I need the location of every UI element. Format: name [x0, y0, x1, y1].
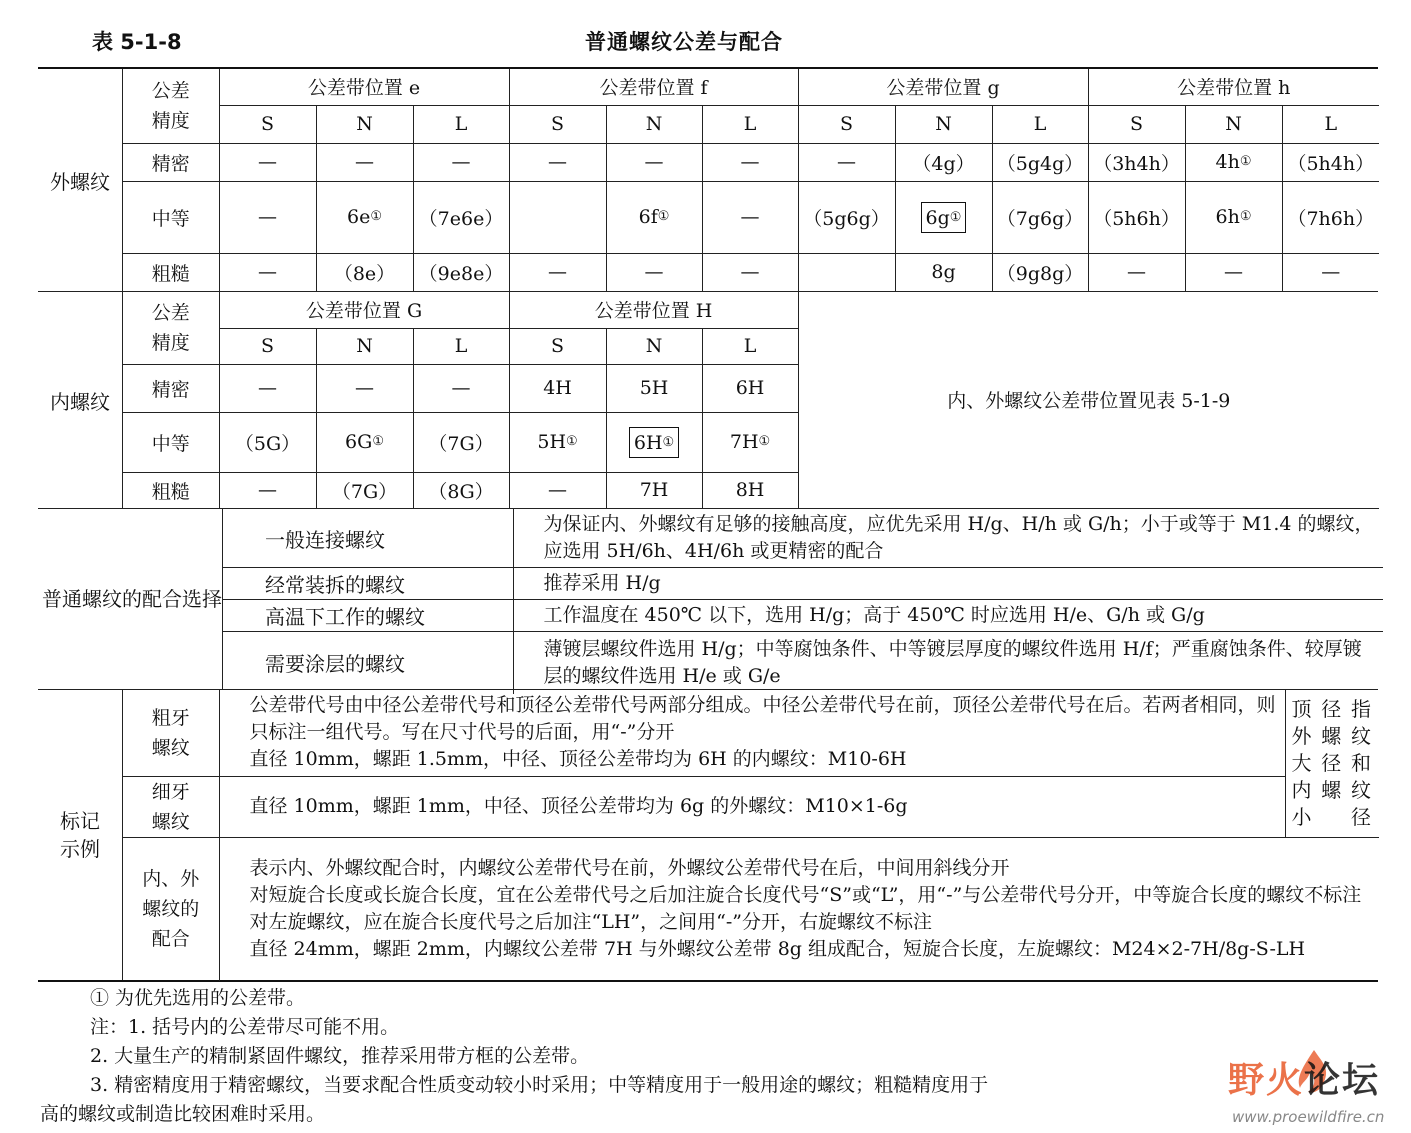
grade-medium: 中等	[123, 412, 219, 472]
preferred-mark: ①	[1239, 209, 1252, 224]
tolerance-cell: 7H	[606, 472, 702, 508]
length-cell: N	[316, 105, 413, 143]
tolerance-cell: （5g6g）	[798, 181, 895, 253]
forum-watermark	[1228, 1048, 1411, 1133]
length-cell: N	[1185, 105, 1282, 143]
preferred-mark: ①	[370, 209, 382, 224]
grade-coarse: 粗糙	[123, 253, 219, 291]
fit-selection-table	[223, 509, 1383, 694]
fit-case: 一般连接螺纹	[223, 509, 513, 568]
tolerance-cell: （4g）	[895, 143, 992, 181]
length-cell: S	[509, 105, 606, 143]
length-cell: N	[316, 328, 413, 364]
accuracy-header: 公差 精度	[123, 69, 219, 143]
tolerance-cell: （7e6e）	[413, 181, 509, 253]
thread-fit-text: 表示内、外螺纹配合时，内螺纹公差带代号在前，外螺纹公差带代号在后，中间用斜线分开 对短旋合长度或长旋合长度，宜在公差带代号之后加注旋合长度代号“S”或“L”，用“-”与公差带代号分开，中等旋合长度的螺纹不标注 对左旋螺纹，应在旋合长度代号之后加注“LH”，之间用“-”分开，右旋螺纹不标注 直径 24mm，螺距 2mm，内螺纹公差带 7H 与外螺纹公差带 8g 组成配合，短旋合长度，左旋螺纹：M24×2-7H/8g-S-LH	[219, 837, 1379, 981]
preferred-mark: ①	[372, 434, 384, 449]
preferred-mark: ①	[758, 434, 771, 449]
footnote-note-2: 2. 大量生产的精制紧固件螺纹，推荐采用带方框的公差带。	[90, 1045, 590, 1067]
tolerance-cell: 6f①	[606, 181, 702, 253]
fine-thread-text: 直径 10mm，螺距 1mm，中径、顶径公差带均为 6g 的外螺纹：M10×1-6g	[219, 776, 1285, 837]
tolerance-cell: —	[606, 143, 702, 181]
grade-medium: 中等	[123, 181, 219, 253]
length-cell: L	[413, 328, 509, 364]
marking-example-table	[123, 690, 1379, 981]
external-thread-label: 外螺纹	[38, 69, 123, 291]
length-cell: S	[509, 328, 606, 364]
fit-advice: 推荐采用 H/g	[513, 568, 1383, 600]
internal-tolerance-grid	[123, 292, 1379, 509]
length-cell: L	[702, 105, 798, 143]
tolerance-cell: 8g	[895, 253, 992, 291]
tolerance-cell: 4h①	[1185, 143, 1282, 181]
length-cell: L	[992, 105, 1088, 143]
preferred-mark: ①	[1239, 154, 1252, 169]
fit-advice: 工作温度在 450℃ 以下，选用 H/g；高于 450℃ 时应选用 H/e、G/h 或 G/g	[513, 600, 1383, 632]
tolerance-cell: —	[606, 253, 702, 291]
position-H-header: 公差带位置 H	[509, 292, 798, 328]
tolerance-cell: —	[509, 143, 606, 181]
fine-thread-label: 细牙 螺纹	[123, 776, 219, 837]
table-title: 普通螺纹公差与配合	[585, 30, 783, 54]
tolerance-cell: 4H	[509, 364, 606, 412]
thread-fit-label: 内、外 螺纹的 配合	[123, 837, 219, 981]
tolerance-cell: —	[219, 472, 316, 508]
accuracy-header: 公差 精度	[123, 292, 219, 364]
external-tolerance-grid	[123, 69, 1379, 291]
preferred-mark: ①	[662, 434, 675, 450]
tolerance-cell	[509, 181, 606, 253]
length-cell: S	[219, 105, 316, 143]
position-h-header: 公差带位置 h	[1088, 69, 1379, 105]
footnotes	[40, 984, 1380, 1129]
tolerance-cell: —	[702, 253, 798, 291]
length-cell: N	[606, 328, 702, 364]
tolerance-cell: （5g4g）	[992, 143, 1088, 181]
preferred-mark: ①	[566, 434, 578, 449]
position-reference-note: 内、外螺纹公差带位置见表 5-1-9	[798, 292, 1379, 508]
boxed-tolerance: 6g①	[921, 202, 967, 233]
table-number: 表 5-1-8	[92, 30, 182, 54]
tolerance-cell: —	[1088, 253, 1185, 291]
tolerance-cell: —	[702, 143, 798, 181]
tolerance-cell: 6H	[702, 364, 798, 412]
position-e-header: 公差带位置 e	[219, 69, 509, 105]
fit-advice: 为保证内、外螺纹有足够的接触高度，应优先采用 H/g、H/h 或 G/h；小于或等于 M1.4 的螺纹，应选用 5H/6h、4H/6h 或更精密的配合	[513, 509, 1383, 568]
tolerance-cell: （7g6g）	[992, 181, 1088, 253]
tolerance-cell: （8G）	[413, 472, 509, 508]
fit-case: 需要涂层的螺纹	[223, 632, 513, 694]
watermark-url: www.proewildfire.cn	[1232, 1108, 1385, 1126]
tolerance-cell: （5h4h）	[1282, 143, 1379, 181]
length-cell: S	[1088, 105, 1185, 143]
external-thread-section	[38, 69, 1378, 291]
boxed-tolerance: 6H①	[629, 427, 679, 458]
length-cell: L	[702, 328, 798, 364]
tolerance-cell: （8e）	[316, 253, 413, 291]
length-cell: S	[219, 328, 316, 364]
tolerance-cell: —	[219, 364, 316, 412]
tolerance-cell: —	[509, 253, 606, 291]
tolerance-cell: （5G）	[219, 412, 316, 472]
internal-thread-label: 内螺纹	[38, 292, 123, 508]
position-g-header: 公差带位置 g	[798, 69, 1088, 105]
fit-case: 经常装拆的螺纹	[223, 568, 513, 600]
tolerance-cell: 7H①	[702, 412, 798, 472]
tolerance-cell: —	[1185, 253, 1282, 291]
tolerance-cell: —	[1282, 253, 1379, 291]
tolerance-cell: 8H	[702, 472, 798, 508]
tolerance-cell: —	[219, 181, 316, 253]
grade-coarse: 粗糙	[123, 472, 219, 508]
watermark-text: 野火论坛	[1228, 1060, 1381, 1101]
tolerance-cell: —	[798, 143, 895, 181]
tolerance-cell: 5H①	[509, 412, 606, 472]
tolerance-cell	[895, 181, 992, 253]
footnote-note-3: 3. 精密精度用于精密螺纹，当要求配合性质变动较小时采用；中等精度用于一般用途的螺纹；粗糙精度用于	[90, 1074, 989, 1096]
tolerance-cell: （9g8g）	[992, 253, 1088, 291]
coarse-thread-label: 粗牙 螺纹	[123, 690, 219, 776]
tolerance-cell: —	[219, 143, 316, 181]
length-cell: N	[606, 105, 702, 143]
tolerance-cell: （7G）	[316, 472, 413, 508]
grade-precise: 精密	[123, 143, 219, 181]
tolerance-cell: 6G①	[316, 412, 413, 472]
tolerance-cell: —	[413, 364, 509, 412]
marking-example-section	[38, 689, 1378, 980]
tolerance-cell: （7h6h）	[1282, 181, 1379, 253]
tolerance-cell: —	[702, 181, 798, 253]
tolerance-cell: （5h6h）	[1088, 181, 1185, 253]
footnote-note-3-cont: 高的螺纹或制造比较困难时采用。	[40, 1103, 326, 1125]
title-row	[0, 0, 1411, 68]
preferred-mark: ①	[657, 209, 670, 224]
tolerance-cell: 5H	[606, 364, 702, 412]
tolerance-cell: 6e①	[316, 181, 413, 253]
length-cell: L	[1282, 105, 1379, 143]
tolerance-cell: （9e8e）	[413, 253, 509, 291]
fit-advice: 薄镀层螺纹件选用 H/g；中等腐蚀条件、中等镀层厚度的螺纹件选用 H/f；严重腐蚀条件、较厚镀层的螺纹件选用 H/e 或 G/e	[513, 632, 1383, 694]
fit-selection-label: 普通螺纹的配合选择	[38, 509, 223, 689]
fit-case: 高温下工作的螺纹	[223, 600, 513, 632]
preferred-mark: ①	[949, 209, 962, 225]
position-G-header: 公差带位置 G	[219, 292, 509, 328]
diameter-side-note: 顶径指外螺纹大径和内螺纹小径	[1285, 690, 1379, 837]
tolerance-cell: —	[509, 472, 606, 508]
tolerance-cell: —	[413, 143, 509, 181]
marking-example-label: 标记 示例	[38, 690, 123, 980]
tolerance-cell: （7G）	[413, 412, 509, 472]
tolerance-cell: —	[316, 143, 413, 181]
fit-selection-section	[38, 508, 1378, 689]
length-cell: L	[413, 105, 509, 143]
grade-precise: 精密	[123, 364, 219, 412]
coarse-thread-text: 公差带代号由中径公差带代号和顶径公差带代号两部分组成。中径公差带代号在前，顶径公差带代号在后。若两者相同，则只标注一组代号。写在尺寸代号的后面，用“-”分开 直径 10mm，螺距 1.5mm，中径、顶径公差带均为 6H 的内螺纹：M10-6H	[219, 690, 1285, 776]
tolerance-table	[38, 67, 1378, 982]
length-cell: S	[798, 105, 895, 143]
tolerance-cell: （3h4h）	[1088, 143, 1185, 181]
tolerance-cell	[798, 253, 895, 291]
tolerance-cell: —	[316, 364, 413, 412]
tolerance-cell: 6h①	[1185, 181, 1282, 253]
length-cell: N	[895, 105, 992, 143]
footnote-preferred: ① 为优先选用的公差带。	[90, 987, 306, 1009]
tolerance-cell: —	[219, 253, 316, 291]
footnote-note-1: 注：1. 括号内的公差带尽可能不用。	[90, 1016, 400, 1038]
position-f-header: 公差带位置 f	[509, 69, 798, 105]
internal-thread-section	[38, 291, 1378, 508]
tolerance-cell	[606, 412, 702, 472]
